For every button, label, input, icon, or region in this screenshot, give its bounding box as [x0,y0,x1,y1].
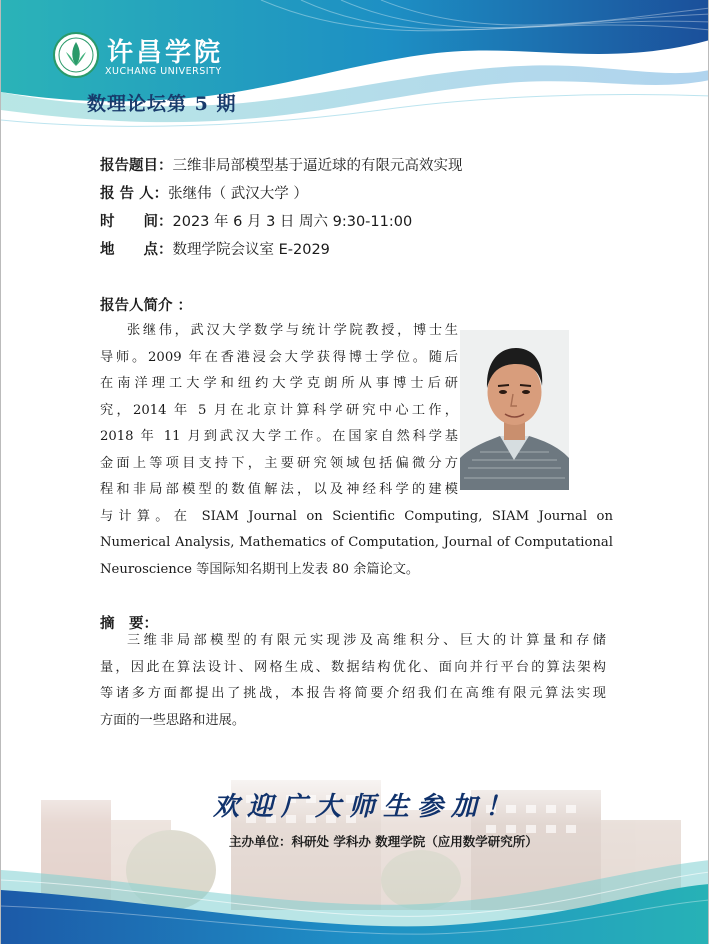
event-info [100,152,660,264]
separator: ： [153,186,169,202]
abstract-text [100,628,606,734]
topic-label: 报告题目 [100,158,158,174]
welcome-banner: 欢迎广大师生参加！ [212,792,519,822]
time-row [100,208,660,236]
bio-line: 在南洋理工大学和纽约大学克朗所从事博士后研 [100,376,458,391]
topic-row [100,152,660,180]
separator: ： [158,158,173,174]
bio-line: 究，2014 年 5 月在北京计算科学研究中心工作， [100,402,458,418]
place-label: 地 点 [100,242,158,258]
abstract-heading: 摘 要： [100,616,158,632]
separator: ： [158,242,173,258]
bio-line: 张继伟，武汉大学数学与统计学院教授，博士生 [127,323,458,338]
speaker-row [100,180,660,208]
speaker-label: 报 告 人 [100,186,154,202]
bio-line: 与计算。在 SIAM Journal on Scientific Computing, SIAM Journal on [100,508,613,524]
forum-title: 数理论坛第 5 期 [87,93,237,115]
bio-line: Numerical Analysis, Mathematics of Computation, Journal of Computational [100,535,613,550]
bio-heading: 报告人简介 ： [100,298,193,314]
topic-value: 三维非局部模型基于逼近球的有限元高效实现 [172,158,463,174]
time-value: 2023 年 6 月 3 日 周六 9:30-11:00 [172,214,413,230]
university-name-cn: 许昌学院 [107,38,224,68]
abstract-line: 等诸多方面都提出了挑战，本报告将简要介绍我们在高维有限元算法实现 [100,686,606,701]
university-name-en: XUCHANG UNIVERSITY [105,66,222,77]
bio-line: Neuroscience 等国际知名期刊上发表 80 余篇论文。 [100,561,420,577]
time-label: 时 间 [100,214,158,230]
place-row [100,236,660,264]
university-logo-icon [53,32,99,78]
speaker-photo [460,330,569,490]
separator: ： [158,214,173,230]
bio-line: 程和非局部模型的数值解法，以及神经科学的建模 [100,482,458,497]
abstract-line: 量，因此在算法设计、网格生成、数据结构优化、面向并行平台的算法架构 [100,659,606,675]
abstract-line: 方面的一些思路和进展。 [100,712,246,728]
abstract-line: 三维非局部模型的有限元实现涉及高维积分、巨大的计算量和存储 [127,633,606,648]
bio-line: 金面上等项目支持下，主要研究领域包括偏微分方 [100,455,458,471]
place-value: 数理学院会议室 E-2029 [172,242,330,258]
speaker-value: 张继伟（ 武汉大学 ） [168,186,308,202]
bio-line: 2018 年 11 月到武汉大学工作。在国家自然科学基 [100,429,458,444]
bio-line: 导师。2009 年在香港浸会大学获得博士学位。随后 [100,349,458,365]
organizer-text: 主办单位：科研处 学科办 数理学院（应用数学研究所） [229,834,538,849]
